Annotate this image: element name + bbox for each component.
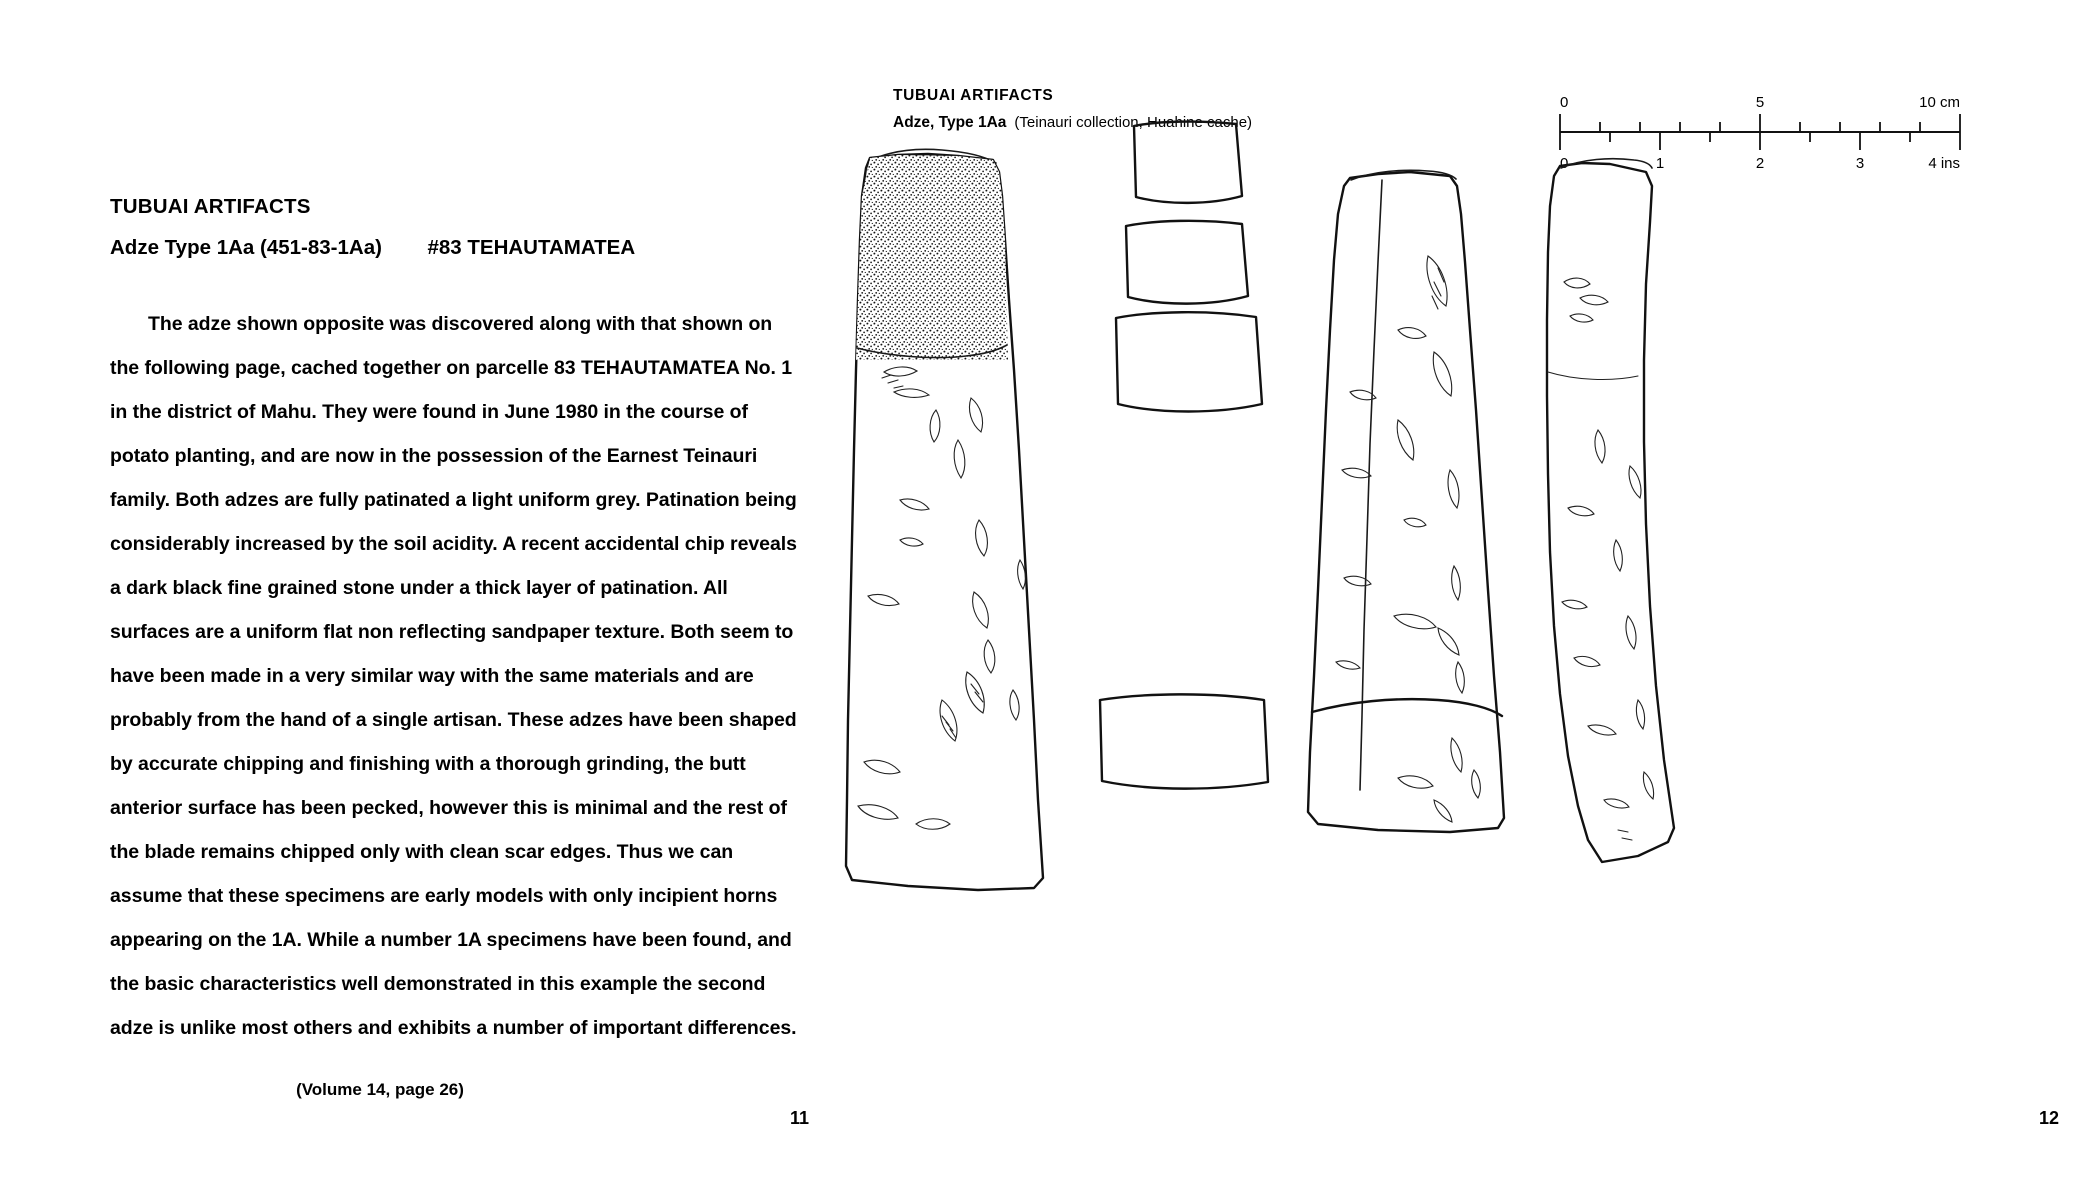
plate-caption-collection: (Teinauri collection, Huahine cache) <box>1014 114 1253 132</box>
scale-tick-in-1: 1 <box>1655 155 1665 172</box>
left-page <box>0 0 838 1200</box>
cross-section-upper-mid <box>1126 221 1248 304</box>
scale-tick-cm-5: 5 <box>1755 94 1765 111</box>
cross-section-butt <box>1134 122 1242 203</box>
artifact-plate <box>838 0 2095 1200</box>
scale-tick-in-4: 4 ins <box>1928 155 1960 172</box>
scale-tick-in-3: 3 <box>1855 155 1865 172</box>
plate-caption-title: TUBUAI ARTIFACTS <box>893 87 1054 104</box>
view-side-elevation-right <box>1547 159 1674 862</box>
article-body-paragraph: The adze shown opposite was discovered along with that shown on the following page, cached together on parcelle 83 TEHAUTAMATEA No. 1 in the district of Mahu. They were found in June 1980 in the course of potato planting, and are now in the possession of the Earnest Teinauri family. Both adzes are fully patinated a light uniform grey. Patination being considerably increased by the soil acidity. A recent accidental chip reveals a dark black fine grained stone under a thick layer of patination. All surfaces are a uniform flat non reflecting sandpaper texture. Both seem to have been made in a very similar way with the same materials and are probably from the hand of a single artisan. These adzes have been shaped by accurate chipping and finishing with a thorough grinding, the butt anterior surface has been pecked, however this is minimal and the rest of the blade remains chipped only with clean scar edges. Thus we can assume that these specimens are early models with only incipient horns appearing on the 1A. While a number 1A specimens have been found, and the basic characteristics well demonstrated in this example the second adze is unlike most others and exhibits a number of important differences. <box>110 313 797 1039</box>
folio-number-right: 12 <box>2038 1108 2059 1128</box>
view-front-elevation <box>846 149 1043 890</box>
view-cross-sections <box>1100 122 1268 789</box>
scale-tick-in-2: 2 <box>1755 155 1765 172</box>
volume-citation: (Volume 14, page 26) <box>296 1080 464 1099</box>
scale-tick-in-0: 0 <box>1560 155 1569 172</box>
page-title: TUBUAI ARTIFACTS <box>110 195 311 218</box>
scale-tick-cm-10: 10 cm <box>1919 94 1960 111</box>
view-side-elevation-left <box>1308 170 1504 832</box>
article-text-column <box>110 195 800 1117</box>
cross-section-lower-mid <box>1116 312 1262 411</box>
folio-number-left: 11 <box>790 1108 810 1128</box>
article-subtitle: Adze Type 1Aa (451-83-1Aa) #83 TEHAUTAMATEA <box>110 236 636 259</box>
plate-caption-type: Adze, Type 1Aa <box>893 114 1007 132</box>
scale-tick-cm-0: 0 <box>1560 94 1569 111</box>
cross-section-bevel <box>1100 694 1268 788</box>
